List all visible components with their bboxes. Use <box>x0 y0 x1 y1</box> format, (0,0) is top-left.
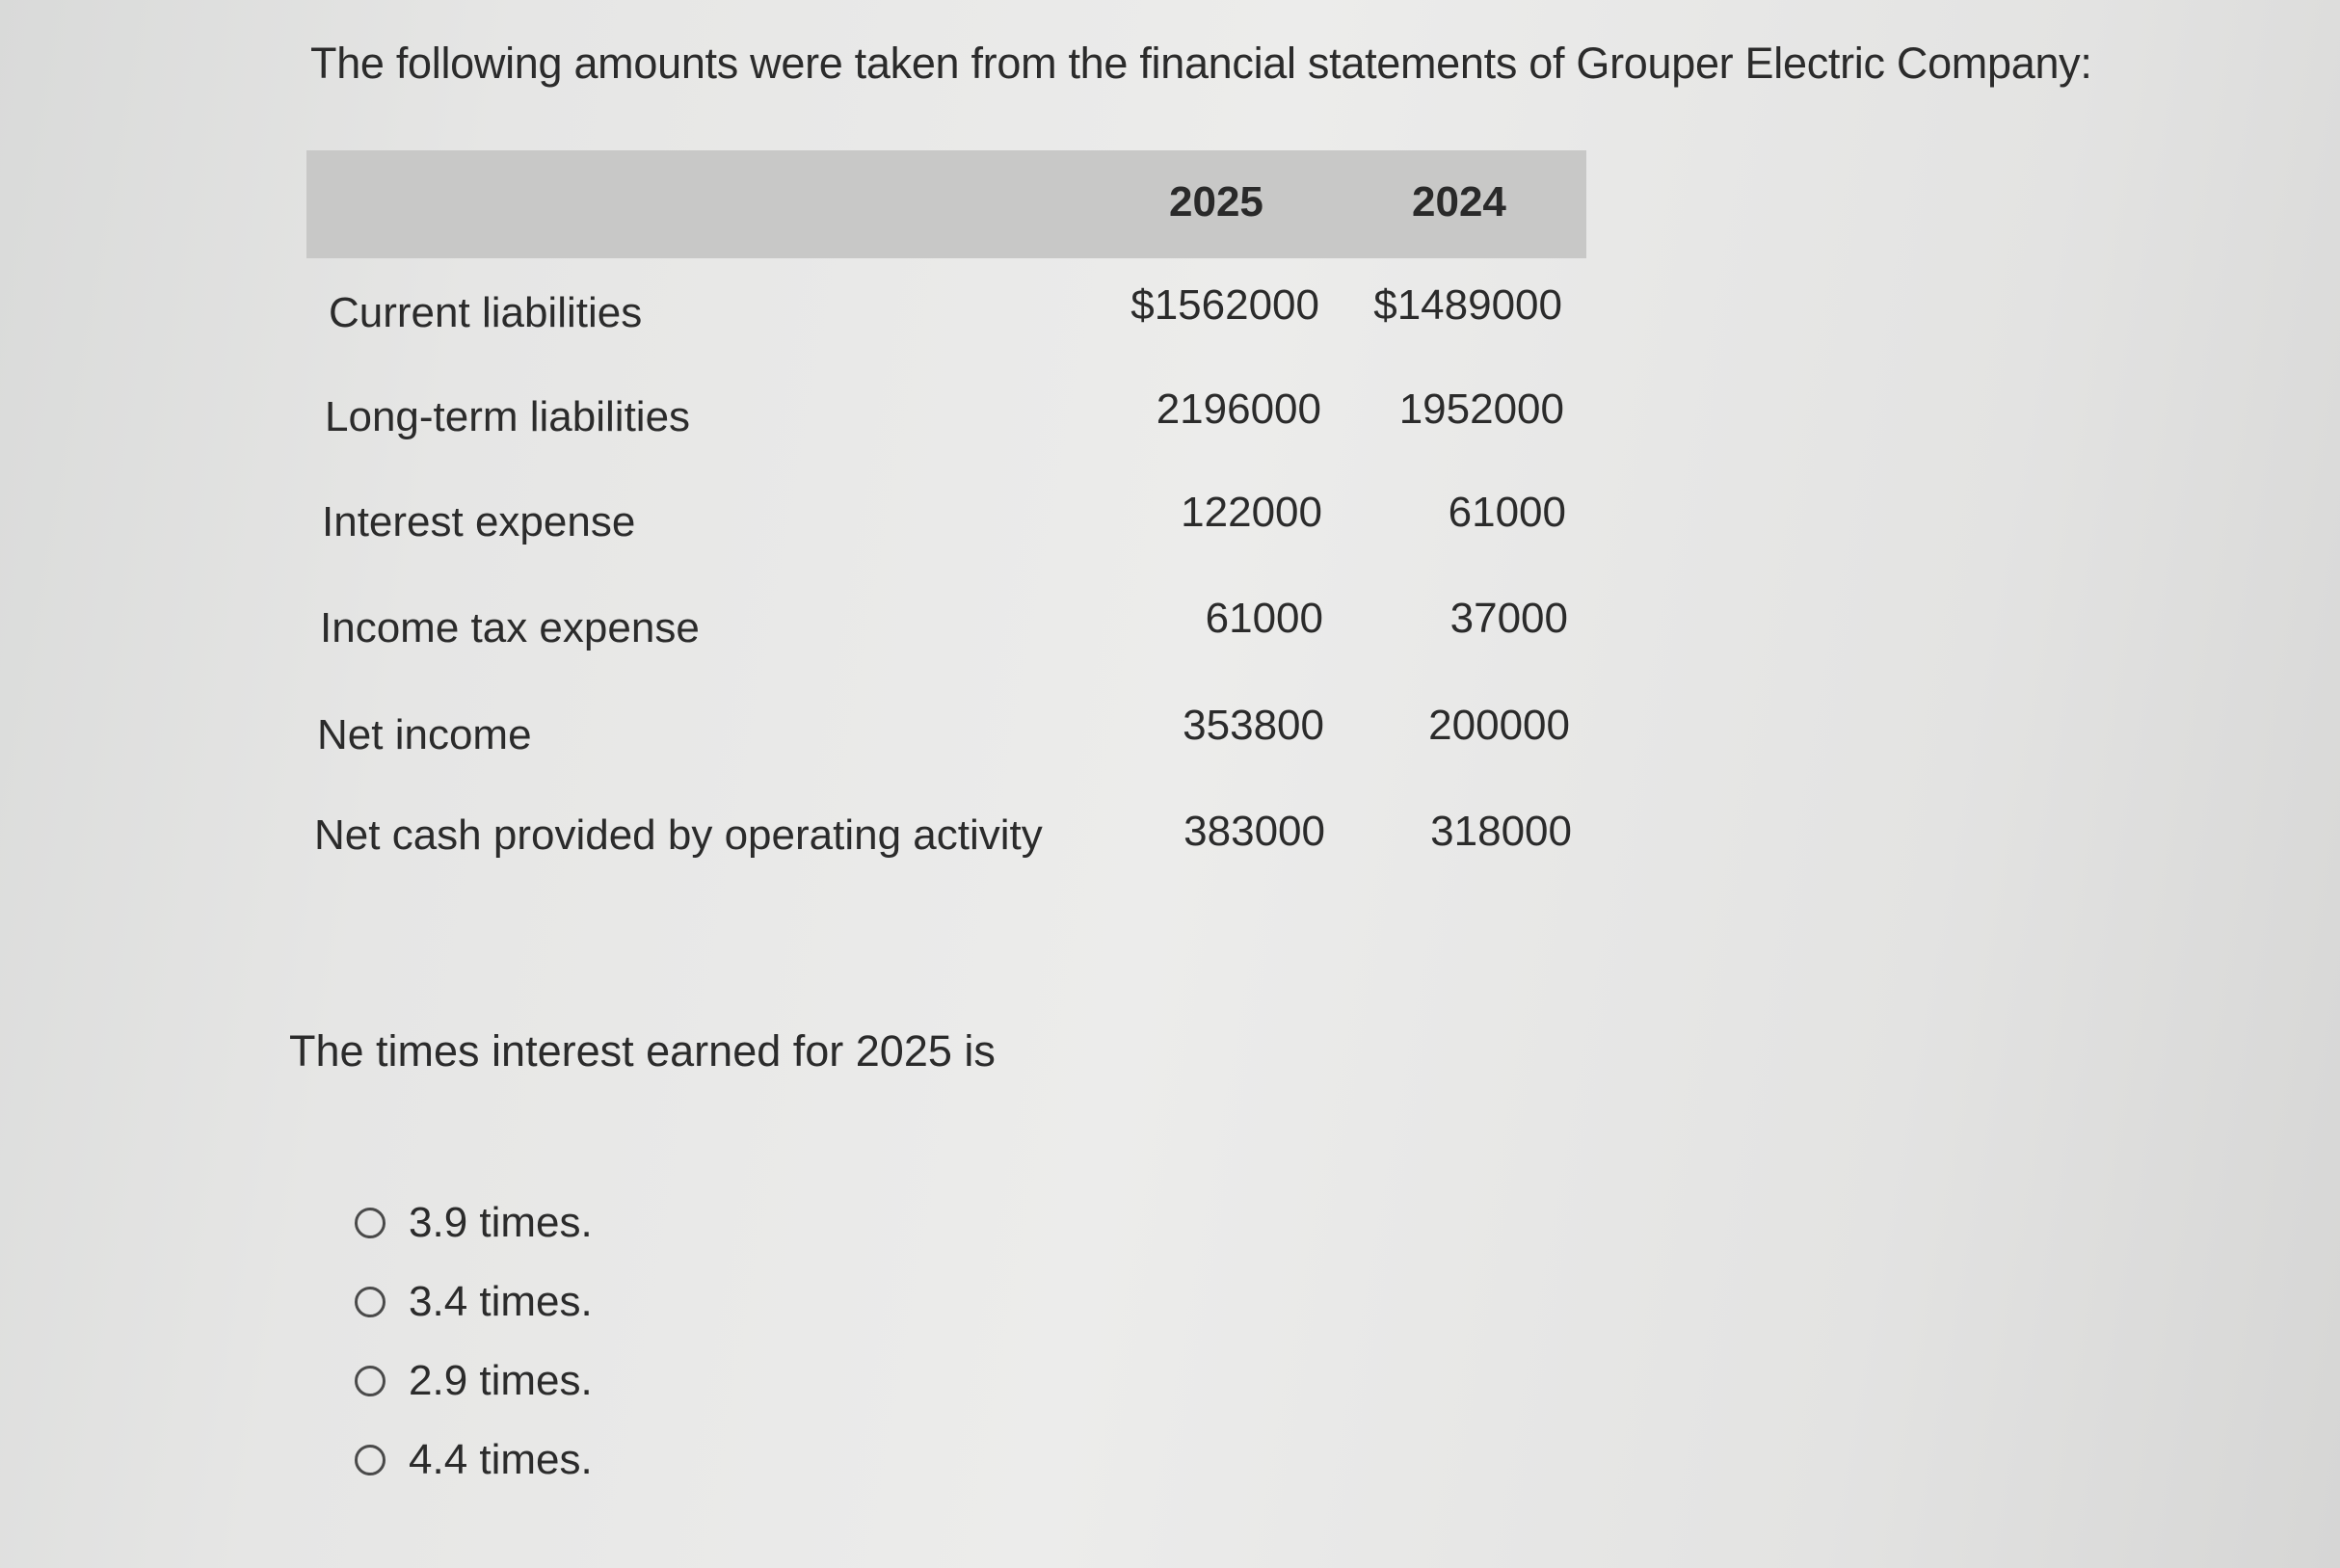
option-label: 4.4 times. <box>409 1436 593 1483</box>
row-label: Current liabilities <box>329 289 643 336</box>
value-2024: $1489000 <box>1373 281 1562 329</box>
table-header <box>306 150 1586 258</box>
answer-option[interactable] <box>355 1421 593 1500</box>
option-label: 2.9 times. <box>409 1357 593 1404</box>
value-2024: 318000 <box>1430 808 1572 855</box>
table-row <box>0 279 2340 347</box>
radio-button-icon[interactable] <box>355 1366 386 1396</box>
row-label: Net income <box>317 711 532 758</box>
row-label: Interest expense <box>322 498 636 545</box>
column-header-2025: 2025 <box>1169 178 1263 226</box>
answer-option[interactable] <box>355 1262 593 1342</box>
table-row <box>0 384 2340 451</box>
value-2025: 383000 <box>1183 808 1325 855</box>
answer-option[interactable] <box>355 1183 593 1262</box>
answer-options <box>355 1183 593 1500</box>
option-label: 3.4 times. <box>409 1278 593 1325</box>
radio-button-icon[interactable] <box>355 1287 386 1317</box>
value-2025: $1562000 <box>1130 281 1319 329</box>
value-2025: 353800 <box>1183 702 1324 749</box>
question-text: The times interest earned for 2025 is <box>289 1026 996 1076</box>
option-label: 3.9 times. <box>409 1199 593 1246</box>
row-label: Net cash provided by operating activity <box>314 811 1043 859</box>
value-2024: 200000 <box>1428 702 1570 749</box>
value-2025: 122000 <box>1181 489 1322 536</box>
radio-button-icon[interactable] <box>355 1208 386 1238</box>
value-2025: 2196000 <box>1156 385 1321 433</box>
table-row <box>0 595 2340 662</box>
intro-text: The following amounts were taken from the financial statements of Grouper Electric Company: <box>310 39 2092 88</box>
value-2024: 37000 <box>1449 595 1568 642</box>
row-label: Long-term liabilities <box>325 393 691 440</box>
answer-option[interactable] <box>355 1342 593 1421</box>
row-label: Income tax expense <box>320 604 700 651</box>
table-row <box>0 808 2340 875</box>
table-row <box>0 489 2340 556</box>
value-2024: 1952000 <box>1398 385 1564 433</box>
table-row <box>0 702 2340 769</box>
value-2025: 61000 <box>1205 595 1323 642</box>
value-2024: 61000 <box>1448 489 1566 536</box>
column-header-2024: 2024 <box>1412 178 1506 226</box>
radio-button-icon[interactable] <box>355 1445 386 1475</box>
